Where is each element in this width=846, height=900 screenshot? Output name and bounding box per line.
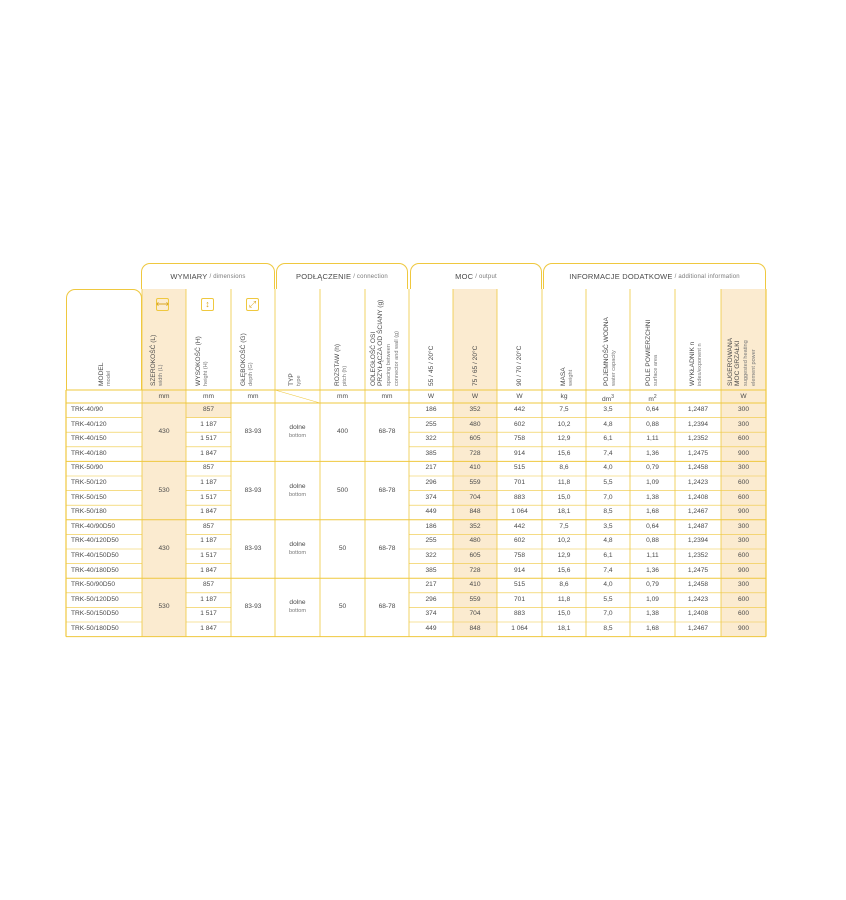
width-header-pl: SZEROKOŚĆ (L)	[150, 334, 157, 386]
surface-cell: 1,11	[646, 552, 659, 559]
group-dimensions-pl: WYMIARY	[170, 272, 208, 281]
water-cell: 4,8	[603, 537, 613, 545]
p1-cell: 255	[425, 420, 437, 428]
height-header-pl: WYSOKOŚĆ (H)	[195, 336, 202, 386]
model-cell: TRK-40/150	[71, 435, 107, 443]
heater-header-pl2: MOC GRZAŁKI	[734, 340, 742, 386]
water-cell: 5,5	[603, 595, 613, 603]
depth-group-cell: 83-93	[244, 486, 262, 494]
model-cell: TRK-40/90D50	[71, 522, 115, 530]
model-cell: TRK-50/120	[71, 479, 107, 486]
p1-cell: 186	[425, 406, 437, 413]
water-cell: 7,0	[603, 610, 613, 618]
width-header	[150, 335, 166, 386]
surface-unit-base: m	[648, 396, 654, 404]
spacing-group-cell: 50	[338, 603, 347, 611]
power-75-label: 75 / 65 / 20°C	[472, 345, 479, 386]
p1-cell: 385	[425, 566, 437, 574]
mass-cell: 12,9	[557, 552, 571, 559]
model-cell: TRK-40/180	[71, 449, 107, 457]
water-cell: 7,0	[603, 493, 613, 501]
height-header-en: height (H)	[203, 361, 210, 386]
power-90-header	[516, 346, 523, 386]
p3-cell: 701	[513, 479, 525, 486]
heater-cell: 600	[737, 479, 749, 486]
power-90-label: 90 / 70 / 20°C	[516, 345, 523, 386]
n-cell: 1,2458	[687, 581, 709, 589]
distance-group-cell: 68-78	[378, 486, 396, 494]
mass-header-pl: MASA	[560, 367, 567, 386]
p3-cell: 515	[513, 464, 525, 472]
surface-cell: 1,68	[646, 625, 659, 632]
depth-group-cell: 83-93	[244, 603, 262, 611]
height-cell: 857	[202, 464, 214, 472]
p3-cell: 758	[513, 552, 525, 559]
water-cell: 7,4	[603, 566, 613, 574]
depth-group-cell: 83-93	[244, 544, 262, 552]
water-header-en: water capacity	[611, 350, 618, 386]
model-cell: TRK-50/120D50	[71, 595, 119, 603]
heater-cell: 900	[737, 508, 749, 516]
surface-cell: 0,88	[646, 537, 659, 545]
heater-cell: 300	[737, 464, 749, 472]
mass-cell: 15,6	[557, 566, 571, 574]
heater-header	[727, 338, 759, 386]
model-header-pl: MODEL	[98, 362, 105, 386]
mass-cell: 12,9	[557, 435, 571, 443]
group-header-additional-info	[543, 263, 766, 289]
water-cell: 4,0	[603, 581, 613, 589]
p2-cell: 410	[469, 464, 481, 472]
depth-header	[240, 333, 256, 386]
water-cell: 6,1	[603, 552, 613, 559]
heater-cell: 600	[737, 435, 749, 443]
p2-cell: 605	[469, 435, 481, 443]
power-90-unit: W	[516, 393, 523, 400]
type-pl: dolne	[289, 482, 306, 490]
p3-cell: 442	[513, 522, 525, 530]
height-header	[195, 336, 211, 386]
spacing-group-cell: 400	[336, 428, 348, 436]
height-cell: 857	[202, 581, 214, 589]
distance-group-cell: 68-78	[378, 544, 396, 552]
surface-cell: 0,64	[646, 522, 659, 530]
spacing-header-pl: ROZSTAW (h)	[334, 343, 341, 386]
width-group-cell: 430	[158, 428, 170, 436]
height-cell: 1 847	[200, 508, 217, 516]
surface-cell: 0,79	[646, 581, 659, 589]
surface-cell: 1,36	[646, 449, 659, 457]
mass-cell: 10,2	[557, 420, 571, 428]
model-cell: TRK-50/150D50	[71, 610, 119, 618]
power-55-unit: W	[427, 393, 435, 400]
type-pl: dolne	[289, 424, 306, 432]
n-cell: 1,2408	[687, 493, 709, 501]
water-cell: 3,5	[603, 522, 613, 530]
water-cell: 5,5	[603, 479, 613, 486]
surface-header-en: surface area	[653, 354, 660, 386]
p3-cell: 701	[513, 595, 525, 603]
type-pl: dolne	[289, 540, 306, 548]
model-header-en: model	[106, 370, 113, 386]
group-output-pl: MOC	[455, 272, 474, 281]
p1-cell: 449	[425, 508, 437, 516]
height-cell: 1 187	[200, 537, 217, 545]
p2-cell: 728	[469, 449, 481, 457]
surface-cell: 1,11	[646, 435, 659, 443]
heater-cell: 600	[737, 493, 749, 501]
width-group-cell: 430	[158, 544, 170, 552]
p3-cell: 914	[513, 449, 525, 457]
heater-cell: 300	[737, 406, 749, 413]
type-pl: dolne	[289, 599, 306, 607]
height-cell: 1 847	[200, 625, 217, 632]
type-en: bottom	[288, 549, 307, 556]
horizontal-arrows-icon: ⟷	[156, 299, 169, 309]
water-cell: 8,5	[603, 625, 613, 632]
height-cell: 857	[202, 522, 214, 530]
p1-cell: 296	[425, 595, 437, 603]
power-75-unit: W	[471, 393, 479, 400]
n-cell: 1,2394	[687, 420, 709, 428]
model-cell: TRK-50/180	[71, 508, 107, 516]
p2-cell: 848	[469, 508, 481, 516]
n-cell: 1,2475	[687, 566, 709, 574]
water-cell: 7,4	[603, 449, 613, 457]
height-cell: 857	[202, 406, 214, 413]
n-cell: 1,2475	[687, 449, 709, 457]
mass-unit: kg	[560, 393, 568, 400]
group-connection-pl: PODŁĄCZENIE	[296, 272, 352, 281]
group-info-en: / additional information	[674, 273, 740, 280]
heater-header-en2: element power	[751, 349, 758, 386]
surface-cell: 1,68	[646, 508, 659, 516]
water-cell: 4,0	[603, 464, 613, 472]
distance-header	[370, 300, 402, 386]
width-header-en: width (L)	[158, 364, 165, 386]
depth-header-en: depth (G)	[248, 362, 255, 386]
exponent-header-en: index/exponent n	[697, 343, 704, 386]
p2-cell: 848	[469, 625, 481, 632]
p1-cell: 296	[425, 479, 437, 486]
distance-header-en1: spacing between	[385, 344, 392, 386]
type-group-cell	[275, 403, 320, 461]
surface-cell: 0,64	[646, 406, 659, 413]
group-output-en: / output	[475, 273, 497, 280]
power-55-header	[428, 346, 435, 386]
p2-cell: 352	[469, 406, 481, 413]
model-cell: TRK-40/180D50	[71, 566, 119, 574]
surface-cell: 0,88	[646, 420, 659, 428]
power-55-label: 55 / 45 / 20°C	[428, 345, 435, 386]
p1-cell: 186	[425, 522, 437, 530]
surface-cell: 1,09	[646, 595, 659, 603]
n-cell: 1,2467	[687, 625, 709, 632]
height-cell: 1 187	[200, 420, 217, 428]
p2-cell: 704	[469, 610, 481, 618]
p2-cell: 559	[469, 479, 481, 486]
water-header	[603, 317, 619, 386]
surface-header	[645, 320, 661, 386]
group-header-connection	[276, 263, 408, 289]
p3-cell: 602	[513, 537, 525, 545]
height-cell: 1 847	[200, 449, 217, 457]
group-header-output	[410, 263, 542, 289]
distance-unit: mm	[381, 393, 393, 400]
p3-cell: 1 064	[511, 508, 528, 516]
mass-cell: 8,6	[559, 581, 569, 589]
p3-cell: 758	[513, 435, 525, 443]
n-cell: 1,2408	[687, 610, 709, 618]
heater-cell: 300	[737, 537, 749, 545]
heater-cell: 300	[737, 420, 749, 428]
heater-cell: 900	[737, 566, 749, 574]
p2-cell: 728	[469, 566, 481, 574]
spacing-group-cell: 500	[336, 486, 348, 494]
surface-unit	[630, 391, 675, 403]
mass-header	[560, 367, 576, 386]
p3-cell: 883	[513, 493, 525, 501]
diagonal-arrows-icon: ⤢	[246, 298, 259, 311]
model-cell: TRK-50/90D50	[71, 581, 115, 589]
p2-cell: 352	[469, 522, 481, 530]
n-cell: 1,2352	[687, 435, 709, 443]
heater-header-pl1: SUGEROWANA	[727, 337, 734, 386]
n-cell: 1,2458	[687, 464, 709, 472]
group-dimensions-en: / dimensions	[209, 273, 246, 280]
heater-cell: 300	[737, 581, 749, 589]
type-header-en: type	[296, 375, 303, 386]
p2-cell: 480	[469, 420, 481, 428]
p2-cell: 704	[469, 493, 481, 501]
width-unit: mm	[158, 393, 170, 400]
p1-cell: 322	[425, 435, 437, 443]
exponent-header-pl: WYKŁADNIK n	[689, 341, 696, 386]
depth-group-cell: 83-93	[244, 428, 262, 436]
heater-cell: 900	[737, 625, 749, 632]
mass-header-en: weight	[568, 369, 575, 386]
p2-cell: 410	[469, 581, 481, 589]
mass-cell: 15,6	[557, 449, 571, 457]
type-group-cell	[275, 461, 320, 519]
height-cell: 1 517	[200, 493, 217, 501]
mass-cell: 10,2	[557, 537, 571, 545]
surface-header-pl: POLE POWIERZCHNI	[645, 319, 652, 386]
surface-cell: 1,38	[646, 610, 659, 618]
height-cell: 1 517	[200, 435, 217, 443]
n-cell: 1,2487	[687, 522, 709, 530]
p2-cell: 480	[469, 537, 481, 545]
p1-cell: 322	[425, 552, 437, 559]
height-cell: 1 517	[200, 552, 217, 559]
p3-cell: 883	[513, 610, 525, 618]
model-cell: TRK-40/120D50	[71, 537, 119, 545]
p1-cell: 217	[425, 464, 437, 472]
distance-header-pl1: ODLEGŁOŚĆ OSI	[370, 331, 377, 386]
type-unit-diagonal	[275, 390, 320, 403]
n-cell: 1,2394	[687, 537, 709, 545]
model-header	[98, 363, 114, 386]
model-cell: TRK-40/90	[71, 406, 103, 413]
heater-cell: 600	[737, 552, 749, 559]
group-header-dimensions	[141, 263, 275, 289]
p1-cell: 217	[425, 581, 437, 589]
spacing-header-en: pitch (h)	[342, 365, 349, 386]
distance-header-pl2: PRZYŁĄCZA OD ŚCIANY (g)	[377, 299, 385, 386]
n-cell: 1,2352	[687, 552, 709, 559]
depth-header-pl: GŁĘBOKOŚĆ (G)	[240, 333, 247, 386]
type-en: bottom	[288, 491, 307, 498]
spacing-group-cell: 50	[338, 544, 347, 552]
heater-cell: 300	[737, 522, 749, 530]
mass-cell: 8,6	[559, 464, 569, 472]
p1-cell: 385	[425, 449, 437, 457]
p3-cell: 442	[513, 406, 525, 413]
model-cell: TRK-40/150D50	[71, 552, 119, 559]
depth-unit: mm	[247, 393, 259, 400]
mass-cell: 7,5	[559, 522, 569, 530]
mass-cell: 15,0	[557, 610, 571, 618]
p3-cell: 1 064	[511, 625, 528, 632]
n-cell: 1,2467	[687, 508, 709, 516]
water-cell: 8,5	[603, 508, 613, 516]
water-cell: 3,5	[603, 406, 613, 413]
surface-cell: 1,09	[646, 479, 659, 486]
water-unit-base: dm	[602, 396, 612, 404]
distance-group-cell: 68-78	[378, 428, 396, 436]
type-header-pl: TYP	[288, 373, 295, 386]
surface-cell: 1,38	[646, 493, 659, 501]
p2-cell: 559	[469, 595, 481, 603]
distance-group-cell: 68-78	[378, 603, 396, 611]
mass-cell: 11,8	[557, 479, 571, 486]
group-info-pl: INFORMACJE DODATKOWE	[569, 272, 673, 281]
heater-cell: 600	[737, 595, 749, 603]
heater-cell: 600	[737, 610, 749, 618]
height-cell: 1 847	[200, 566, 217, 574]
heater-unit: W	[740, 393, 747, 400]
height-cell: 1 187	[200, 479, 217, 486]
type-header	[288, 373, 304, 386]
type-en: bottom	[288, 608, 307, 615]
p1-cell: 255	[425, 537, 437, 545]
water-cell: 4,8	[603, 420, 613, 428]
type-group-cell	[275, 578, 320, 636]
n-cell: 1,2423	[687, 479, 709, 486]
p3-cell: 914	[513, 566, 525, 574]
water-unit	[586, 391, 630, 403]
n-cell: 1,2487	[687, 406, 709, 413]
spacing-header	[334, 344, 350, 386]
mass-cell: 7,5	[559, 406, 569, 413]
heater-header-en1: suggested heating	[742, 340, 749, 386]
model-cell: TRK-50/90	[71, 464, 103, 472]
water-unit-exp: 3	[611, 394, 614, 400]
type-en: bottom	[288, 433, 307, 440]
spacing-unit: mm	[337, 393, 348, 400]
surface-cell: 1,36	[646, 566, 659, 574]
vertical-arrows-icon: ↕	[201, 298, 214, 311]
p3-cell: 602	[513, 420, 525, 428]
p1-cell: 374	[425, 610, 437, 618]
p1-cell: 374	[425, 493, 437, 501]
n-cell: 1,2423	[687, 595, 709, 603]
mass-cell: 15,0	[557, 493, 571, 501]
p3-cell: 515	[513, 581, 525, 589]
height-cell: 1 517	[200, 610, 217, 618]
mass-cell: 18,1	[557, 508, 571, 516]
heater-cell: 900	[737, 449, 749, 457]
exponent-header	[689, 342, 705, 386]
surface-cell: 0,79	[646, 464, 659, 472]
water-cell: 6,1	[603, 435, 613, 443]
power-75-header	[472, 346, 479, 386]
water-header-pl: POJEMNOŚĆ WODNA	[603, 317, 610, 386]
p2-cell: 605	[469, 552, 481, 559]
mass-cell: 18,1	[557, 625, 571, 632]
height-cell: 1 187	[200, 595, 217, 603]
model-cell: TRK-40/120	[71, 420, 107, 428]
height-unit: mm	[203, 393, 214, 400]
group-connection-en: / connection	[353, 273, 388, 280]
distance-header-en2: connector and wall (g)	[394, 330, 401, 386]
model-cell: TRK-50/180D50	[71, 625, 119, 632]
mass-cell: 11,8	[557, 595, 571, 603]
type-group-cell	[275, 520, 320, 578]
p1-cell: 449	[425, 625, 437, 632]
surface-unit-exp: 2	[653, 394, 657, 400]
model-cell: TRK-50/150	[71, 493, 107, 501]
width-group-cell: 530	[158, 603, 170, 611]
width-group-cell: 530	[158, 486, 170, 494]
